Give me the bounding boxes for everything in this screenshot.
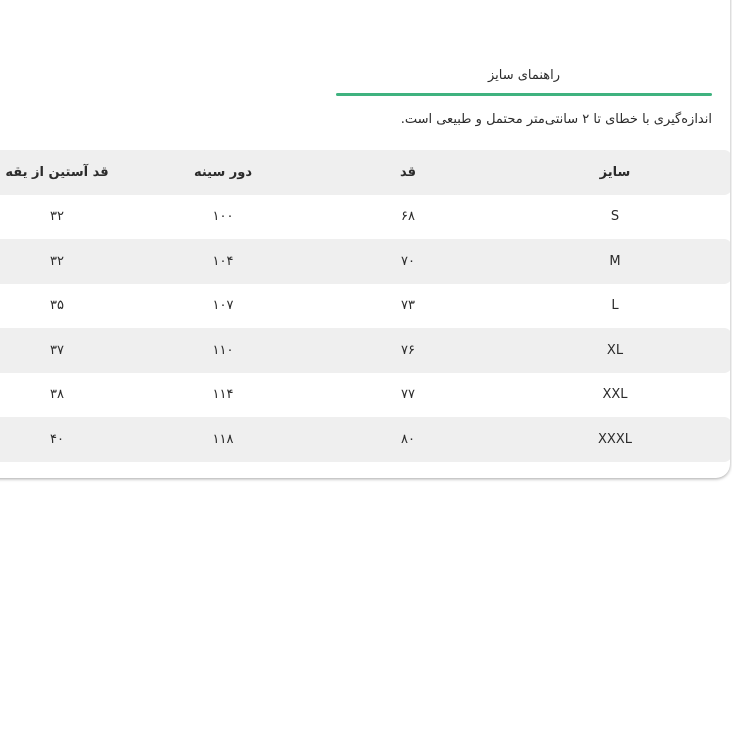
cell-size: XL bbox=[606, 342, 624, 358]
cell-size: XXXL bbox=[598, 431, 632, 447]
cell-sleeve: ۳۵ bbox=[50, 298, 64, 314]
cell-sleeve: ۳۲ bbox=[50, 209, 64, 225]
header-size: سایز bbox=[599, 164, 631, 180]
size-table bbox=[0, 150, 730, 462]
cell-height: ۶۸ bbox=[401, 209, 415, 225]
tab-size-guide[interactable] bbox=[336, 57, 712, 94]
cell-sleeve: ۳۲ bbox=[50, 253, 64, 269]
cell-height: ۷۳ bbox=[401, 298, 415, 314]
cell-height: ۷۰ bbox=[401, 253, 415, 269]
cell-chest: ۱۱۴ bbox=[212, 387, 234, 403]
cell-height: ۷۷ bbox=[401, 387, 415, 403]
cell-height: ۸۰ bbox=[401, 431, 415, 447]
table-row bbox=[0, 328, 730, 373]
table-row bbox=[0, 239, 730, 284]
cell-size: XXL bbox=[602, 387, 628, 403]
table-header-row bbox=[0, 150, 730, 195]
table-row bbox=[0, 195, 730, 240]
header-sleeve: قد آستین از یقه bbox=[5, 164, 109, 180]
tab-size-guide-label: راهنمای سایز bbox=[487, 68, 561, 83]
cell-sleeve: ۳۸ bbox=[50, 387, 64, 403]
measurement-note: اندازه‌گیری با خطای تا ۲ سانتی‌متر محتمل و طبیعی است. bbox=[400, 112, 712, 127]
cell-chest: ۱۱۰ bbox=[212, 342, 234, 358]
table-row bbox=[0, 373, 730, 418]
cell-size: S bbox=[610, 209, 620, 225]
header-chest: دور سینه bbox=[193, 164, 253, 180]
tab-bar bbox=[336, 57, 712, 97]
header-height: قد bbox=[399, 164, 417, 180]
cell-chest: ۱۰۰ bbox=[212, 209, 234, 225]
table-row bbox=[0, 284, 730, 329]
cell-sleeve: ۴۰ bbox=[50, 431, 64, 447]
active-tab-indicator bbox=[336, 93, 712, 96]
table-row bbox=[0, 417, 730, 462]
cell-height: ۷۶ bbox=[401, 342, 415, 358]
cell-chest: ۱۰۷ bbox=[212, 298, 234, 314]
cell-chest: ۱۰۴ bbox=[212, 253, 234, 269]
cell-size: M bbox=[609, 253, 621, 269]
cell-size: L bbox=[611, 298, 619, 314]
cell-chest: ۱۱۸ bbox=[212, 431, 234, 447]
cell-sleeve: ۳۷ bbox=[50, 342, 64, 358]
